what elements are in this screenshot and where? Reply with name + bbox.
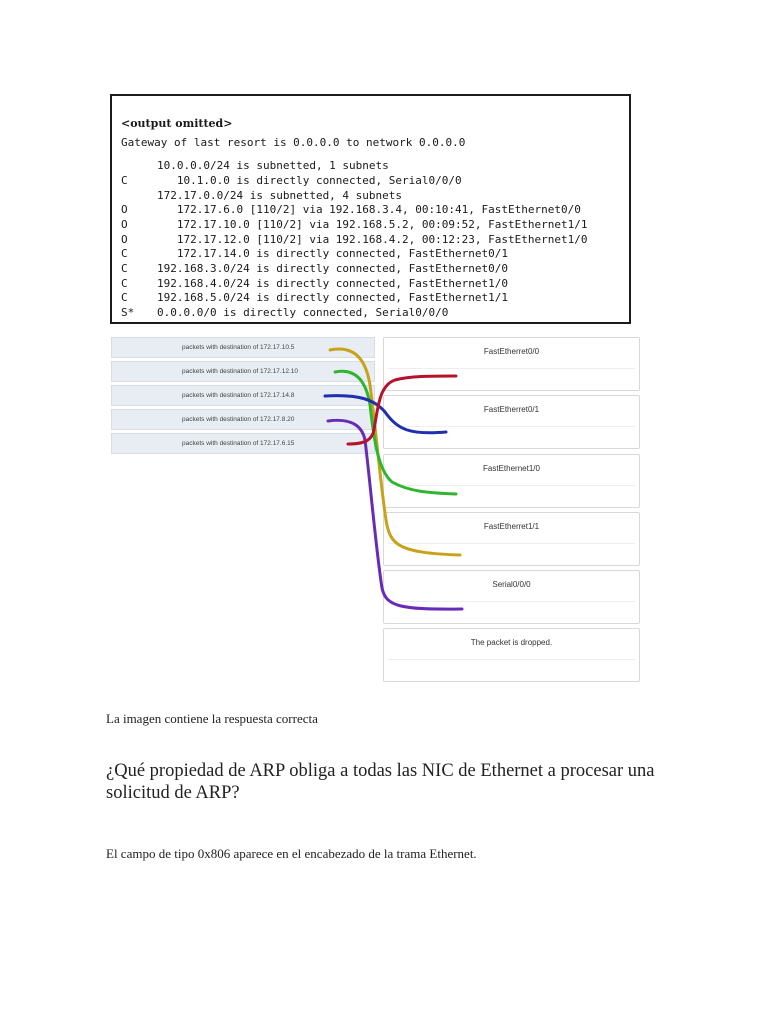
- route-line: [121, 233, 620, 248]
- drop-slot: [388, 543, 635, 562]
- route-line: [121, 306, 620, 321]
- target-fastethernet1-1[interactable]: [383, 512, 640, 566]
- route-code: S*: [121, 306, 135, 320]
- route-code: C: [121, 173, 128, 187]
- route-text: 192.168.5.0/24 is directly connected, FastEthernet1/1: [157, 291, 508, 305]
- route-text: 172.17.14.0 is directly connected, FastEthernet0/1: [157, 247, 508, 261]
- drop-slot: [388, 659, 635, 678]
- target-label: FastEtherret0/1: [483, 405, 540, 414]
- caption-text: La imagen contiene la respuesta correcta: [106, 711, 318, 726]
- source-item-172-17-12-10[interactable]: packets with destination of 172.17.12.10: [111, 361, 375, 382]
- route-text: 0.0.0.0/0 is directly connected, Serial0/0/0: [157, 306, 449, 320]
- gateway-line: Gateway of last resort is 0.0.0.0 to network 0.0.0.0: [121, 136, 466, 150]
- target-label: FastEtherret1/1: [483, 522, 540, 531]
- target-serial0-0-0[interactable]: [383, 570, 640, 624]
- drop-slot: [388, 426, 635, 445]
- route-line: [121, 277, 620, 292]
- target-label: The packet is dropped.: [470, 638, 553, 647]
- route-line: [121, 291, 620, 306]
- route-code: O: [121, 203, 128, 217]
- routing-table-output: [110, 94, 631, 324]
- route-code: C: [121, 262, 128, 276]
- source-item-172-17-14-8[interactable]: packets with destination of 172.17.14.8: [111, 385, 375, 406]
- drop-slot: [388, 485, 635, 504]
- target-fastethernet0-1[interactable]: [383, 395, 640, 449]
- target-label: Serial0/0/0: [492, 580, 531, 589]
- target-label: FastEtherret0/0: [483, 347, 540, 356]
- source-item-172-17-10-5[interactable]: packets with destination of 172.17.10.5: [111, 337, 375, 358]
- answer-text: El campo de tipo 0x806 aparece en el encabezado de la trama Ethernet.: [106, 846, 477, 861]
- route-line: [121, 262, 620, 277]
- route-line: [121, 159, 620, 174]
- drop-slot: [388, 368, 635, 387]
- target-fastethernet0-0[interactable]: [383, 337, 640, 391]
- route-line: [121, 203, 620, 218]
- route-text: 172.17.6.0 [110/2] via 192.168.3.4, 00:10:41, FastEthernet0/0: [157, 203, 581, 217]
- target-label: FastEthernet1/0: [483, 464, 540, 473]
- route-text: 10.0.0.0/24 is subnetted, 1 subnets: [157, 159, 389, 173]
- route-text: 192.168.4.0/24 is directly connected, FastEthernet1/0: [157, 276, 508, 290]
- route-line: [121, 218, 620, 233]
- output-omitted-label: <output omitted>: [121, 116, 233, 130]
- route-code: O: [121, 217, 128, 231]
- route-text: 172.17.12.0 [110/2] via 192.168.4.2, 00:12:23, FastEthernet1/0: [157, 232, 588, 246]
- route-line: [121, 174, 620, 189]
- source-item-172-17-6-15[interactable]: packets with destination of 172.17.6.15: [111, 433, 375, 454]
- source-item-172-17-8-20[interactable]: packets with destination of 172.17.8.20: [111, 409, 375, 430]
- route-text: 172.17.0.0/24 is subnetted, 4 subnets: [157, 188, 403, 202]
- route-text: 192.168.3.0/24 is directly connected, FastEthernet0/0: [157, 262, 508, 276]
- route-code: O: [121, 232, 128, 246]
- target-packet-dropped[interactable]: [383, 628, 640, 682]
- route-code: C: [121, 291, 128, 305]
- route-code: C: [121, 247, 128, 261]
- drop-slot: [388, 601, 635, 620]
- route-code: C: [121, 276, 128, 290]
- route-text: 172.17.10.0 [110/2] via 192.168.5.2, 00:09:52, FastEthernet1/1: [157, 217, 588, 231]
- route-line: [121, 247, 620, 262]
- route-line: [121, 189, 620, 204]
- question-heading: ¿Qué propiedad de ARP obliga a todas las NIC de Ethernet a procesar una solicitud de ARP?: [106, 761, 655, 803]
- target-fastethernet1-0[interactable]: [383, 454, 640, 508]
- route-text: 10.1.0.0 is directly connected, Serial0/0/0: [157, 173, 462, 187]
